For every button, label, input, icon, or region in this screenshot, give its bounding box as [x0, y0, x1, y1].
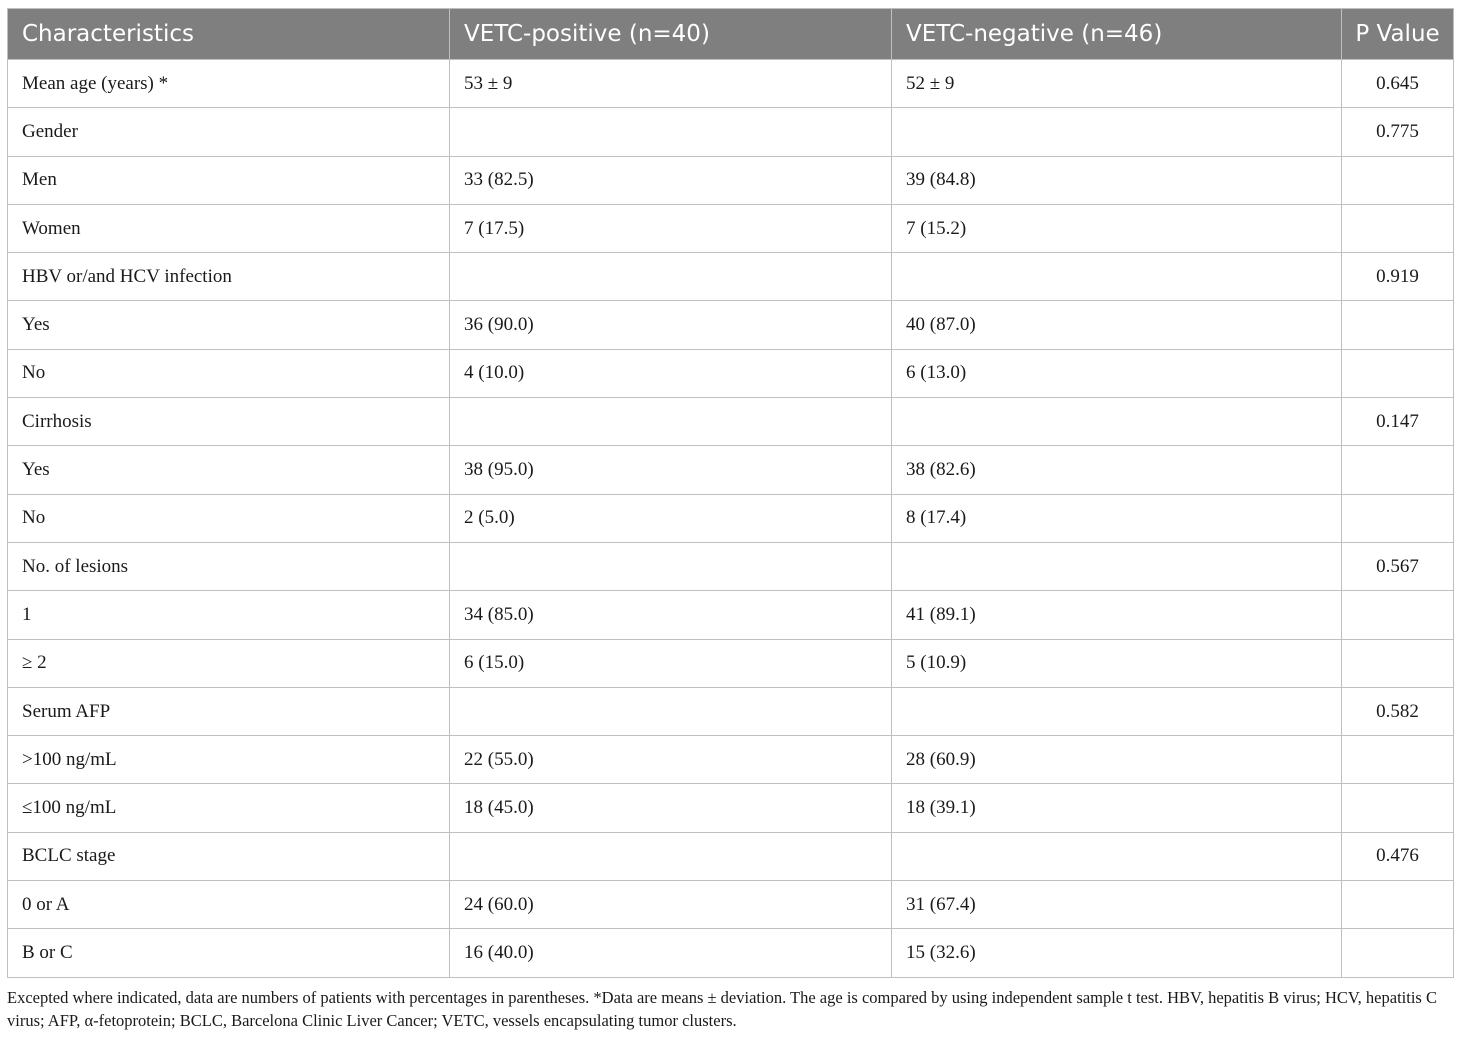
- table-row: [8, 591, 1454, 639]
- cell-p-value: [1342, 639, 1454, 687]
- table-row: [8, 784, 1454, 832]
- table-row: [8, 156, 1454, 204]
- cell-characteristic: No: [8, 494, 450, 542]
- cell-vetc-negative: [892, 542, 1342, 590]
- cell-vetc-negative: [892, 398, 1342, 446]
- cell-vetc-negative: [892, 832, 1342, 880]
- cell-vetc-negative: 41 (89.1): [892, 591, 1342, 639]
- table-header-row: [8, 9, 1454, 60]
- table-row: [8, 446, 1454, 494]
- table-row: [8, 639, 1454, 687]
- table-row: [8, 253, 1454, 301]
- cell-vetc-positive: 6 (15.0): [450, 639, 892, 687]
- cell-vetc-positive: 36 (90.0): [450, 301, 892, 349]
- cell-vetc-negative: 15 (32.6): [892, 929, 1342, 977]
- cell-vetc-negative: 8 (17.4): [892, 494, 1342, 542]
- cell-vetc-negative: 18 (39.1): [892, 784, 1342, 832]
- cell-characteristic: 1: [8, 591, 450, 639]
- cell-vetc-positive: 24 (60.0): [450, 881, 892, 929]
- cell-characteristic: Yes: [8, 301, 450, 349]
- cell-p-value: [1342, 156, 1454, 204]
- cell-characteristic: Cirrhosis: [8, 398, 450, 446]
- cell-vetc-positive: 16 (40.0): [450, 929, 892, 977]
- cell-vetc-negative: 5 (10.9): [892, 639, 1342, 687]
- header-p-value: P Value: [1342, 9, 1454, 60]
- cell-characteristic: Women: [8, 204, 450, 252]
- characteristics-table: [7, 8, 1454, 978]
- cell-p-value: [1342, 301, 1454, 349]
- cell-vetc-positive: 38 (95.0): [450, 446, 892, 494]
- header-characteristics: Characteristics: [8, 9, 450, 60]
- cell-vetc-positive: 7 (17.5): [450, 204, 892, 252]
- cell-p-value: 0.476: [1342, 832, 1454, 880]
- cell-vetc-negative: 31 (67.4): [892, 881, 1342, 929]
- cell-vetc-positive: [450, 687, 892, 735]
- cell-characteristic: No: [8, 349, 450, 397]
- table-footnote: Excepted where indicated, data are numbers of patients with percentages in parentheses. *Data are means ± deviation. The age is compared by using independent sample t test. HBV, hepatitis B virus; HCV, hepatitis C virus; AFP, α-fetoprotein; BCLC, Barcelona Clinic Liver Cancer; VETC, vessels encapsulating tumor clusters.: [7, 988, 1437, 1030]
- header-vetc-positive: VETC-positive (n=40): [450, 9, 892, 60]
- table-row: [8, 494, 1454, 542]
- cell-vetc-negative: [892, 687, 1342, 735]
- cell-p-value: [1342, 591, 1454, 639]
- cell-characteristic: B or C: [8, 929, 450, 977]
- cell-vetc-positive: [450, 108, 892, 156]
- cell-p-value: 0.147: [1342, 398, 1454, 446]
- cell-p-value: 0.582: [1342, 687, 1454, 735]
- table-row: [8, 204, 1454, 252]
- cell-p-value: 0.775: [1342, 108, 1454, 156]
- table-row: [8, 349, 1454, 397]
- cell-vetc-positive: [450, 398, 892, 446]
- cell-characteristic: No. of lesions: [8, 542, 450, 590]
- cell-p-value: 0.919: [1342, 253, 1454, 301]
- table-row: [8, 687, 1454, 735]
- cell-characteristic: Serum AFP: [8, 687, 450, 735]
- table-row: [8, 301, 1454, 349]
- characteristics-table-container: [7, 8, 1453, 978]
- cell-characteristic: BCLC stage: [8, 832, 450, 880]
- cell-vetc-positive: 18 (45.0): [450, 784, 892, 832]
- cell-p-value: 0.645: [1342, 60, 1454, 108]
- cell-vetc-negative: 39 (84.8): [892, 156, 1342, 204]
- cell-vetc-positive: 53 ± 9: [450, 60, 892, 108]
- cell-vetc-positive: 4 (10.0): [450, 349, 892, 397]
- table-row: [8, 542, 1454, 590]
- cell-characteristic: Mean age (years) *: [8, 60, 450, 108]
- cell-characteristic: Gender: [8, 108, 450, 156]
- cell-vetc-negative: 6 (13.0): [892, 349, 1342, 397]
- cell-p-value: [1342, 494, 1454, 542]
- cell-characteristic: Yes: [8, 446, 450, 494]
- cell-vetc-negative: 40 (87.0): [892, 301, 1342, 349]
- cell-p-value: [1342, 736, 1454, 784]
- cell-vetc-positive: [450, 253, 892, 301]
- cell-vetc-negative: 52 ± 9: [892, 60, 1342, 108]
- cell-p-value: [1342, 204, 1454, 252]
- cell-p-value: [1342, 881, 1454, 929]
- cell-vetc-negative: [892, 108, 1342, 156]
- table-row: [8, 398, 1454, 446]
- cell-characteristic: ≥ 2: [8, 639, 450, 687]
- table-row: [8, 108, 1454, 156]
- cell-vetc-negative: 38 (82.6): [892, 446, 1342, 494]
- cell-p-value: 0.567: [1342, 542, 1454, 590]
- header-vetc-negative: VETC-negative (n=46): [892, 9, 1342, 60]
- cell-vetc-positive: [450, 542, 892, 590]
- cell-vetc-positive: 22 (55.0): [450, 736, 892, 784]
- cell-vetc-positive: 33 (82.5): [450, 156, 892, 204]
- table-row: [8, 832, 1454, 880]
- cell-vetc-negative: 28 (60.9): [892, 736, 1342, 784]
- cell-vetc-positive: 34 (85.0): [450, 591, 892, 639]
- cell-p-value: [1342, 349, 1454, 397]
- table-row: [8, 881, 1454, 929]
- cell-vetc-negative: [892, 253, 1342, 301]
- cell-characteristic: HBV or/and HCV infection: [8, 253, 450, 301]
- cell-p-value: [1342, 929, 1454, 977]
- cell-vetc-positive: [450, 832, 892, 880]
- cell-characteristic: >100 ng/mL: [8, 736, 450, 784]
- cell-p-value: [1342, 446, 1454, 494]
- table-row: [8, 929, 1454, 977]
- cell-vetc-negative: 7 (15.2): [892, 204, 1342, 252]
- cell-characteristic: Men: [8, 156, 450, 204]
- cell-p-value: [1342, 784, 1454, 832]
- cell-vetc-positive: 2 (5.0): [450, 494, 892, 542]
- cell-characteristic: 0 or A: [8, 881, 450, 929]
- cell-characteristic: ≤100 ng/mL: [8, 784, 450, 832]
- table-row: [8, 60, 1454, 108]
- table-row: [8, 736, 1454, 784]
